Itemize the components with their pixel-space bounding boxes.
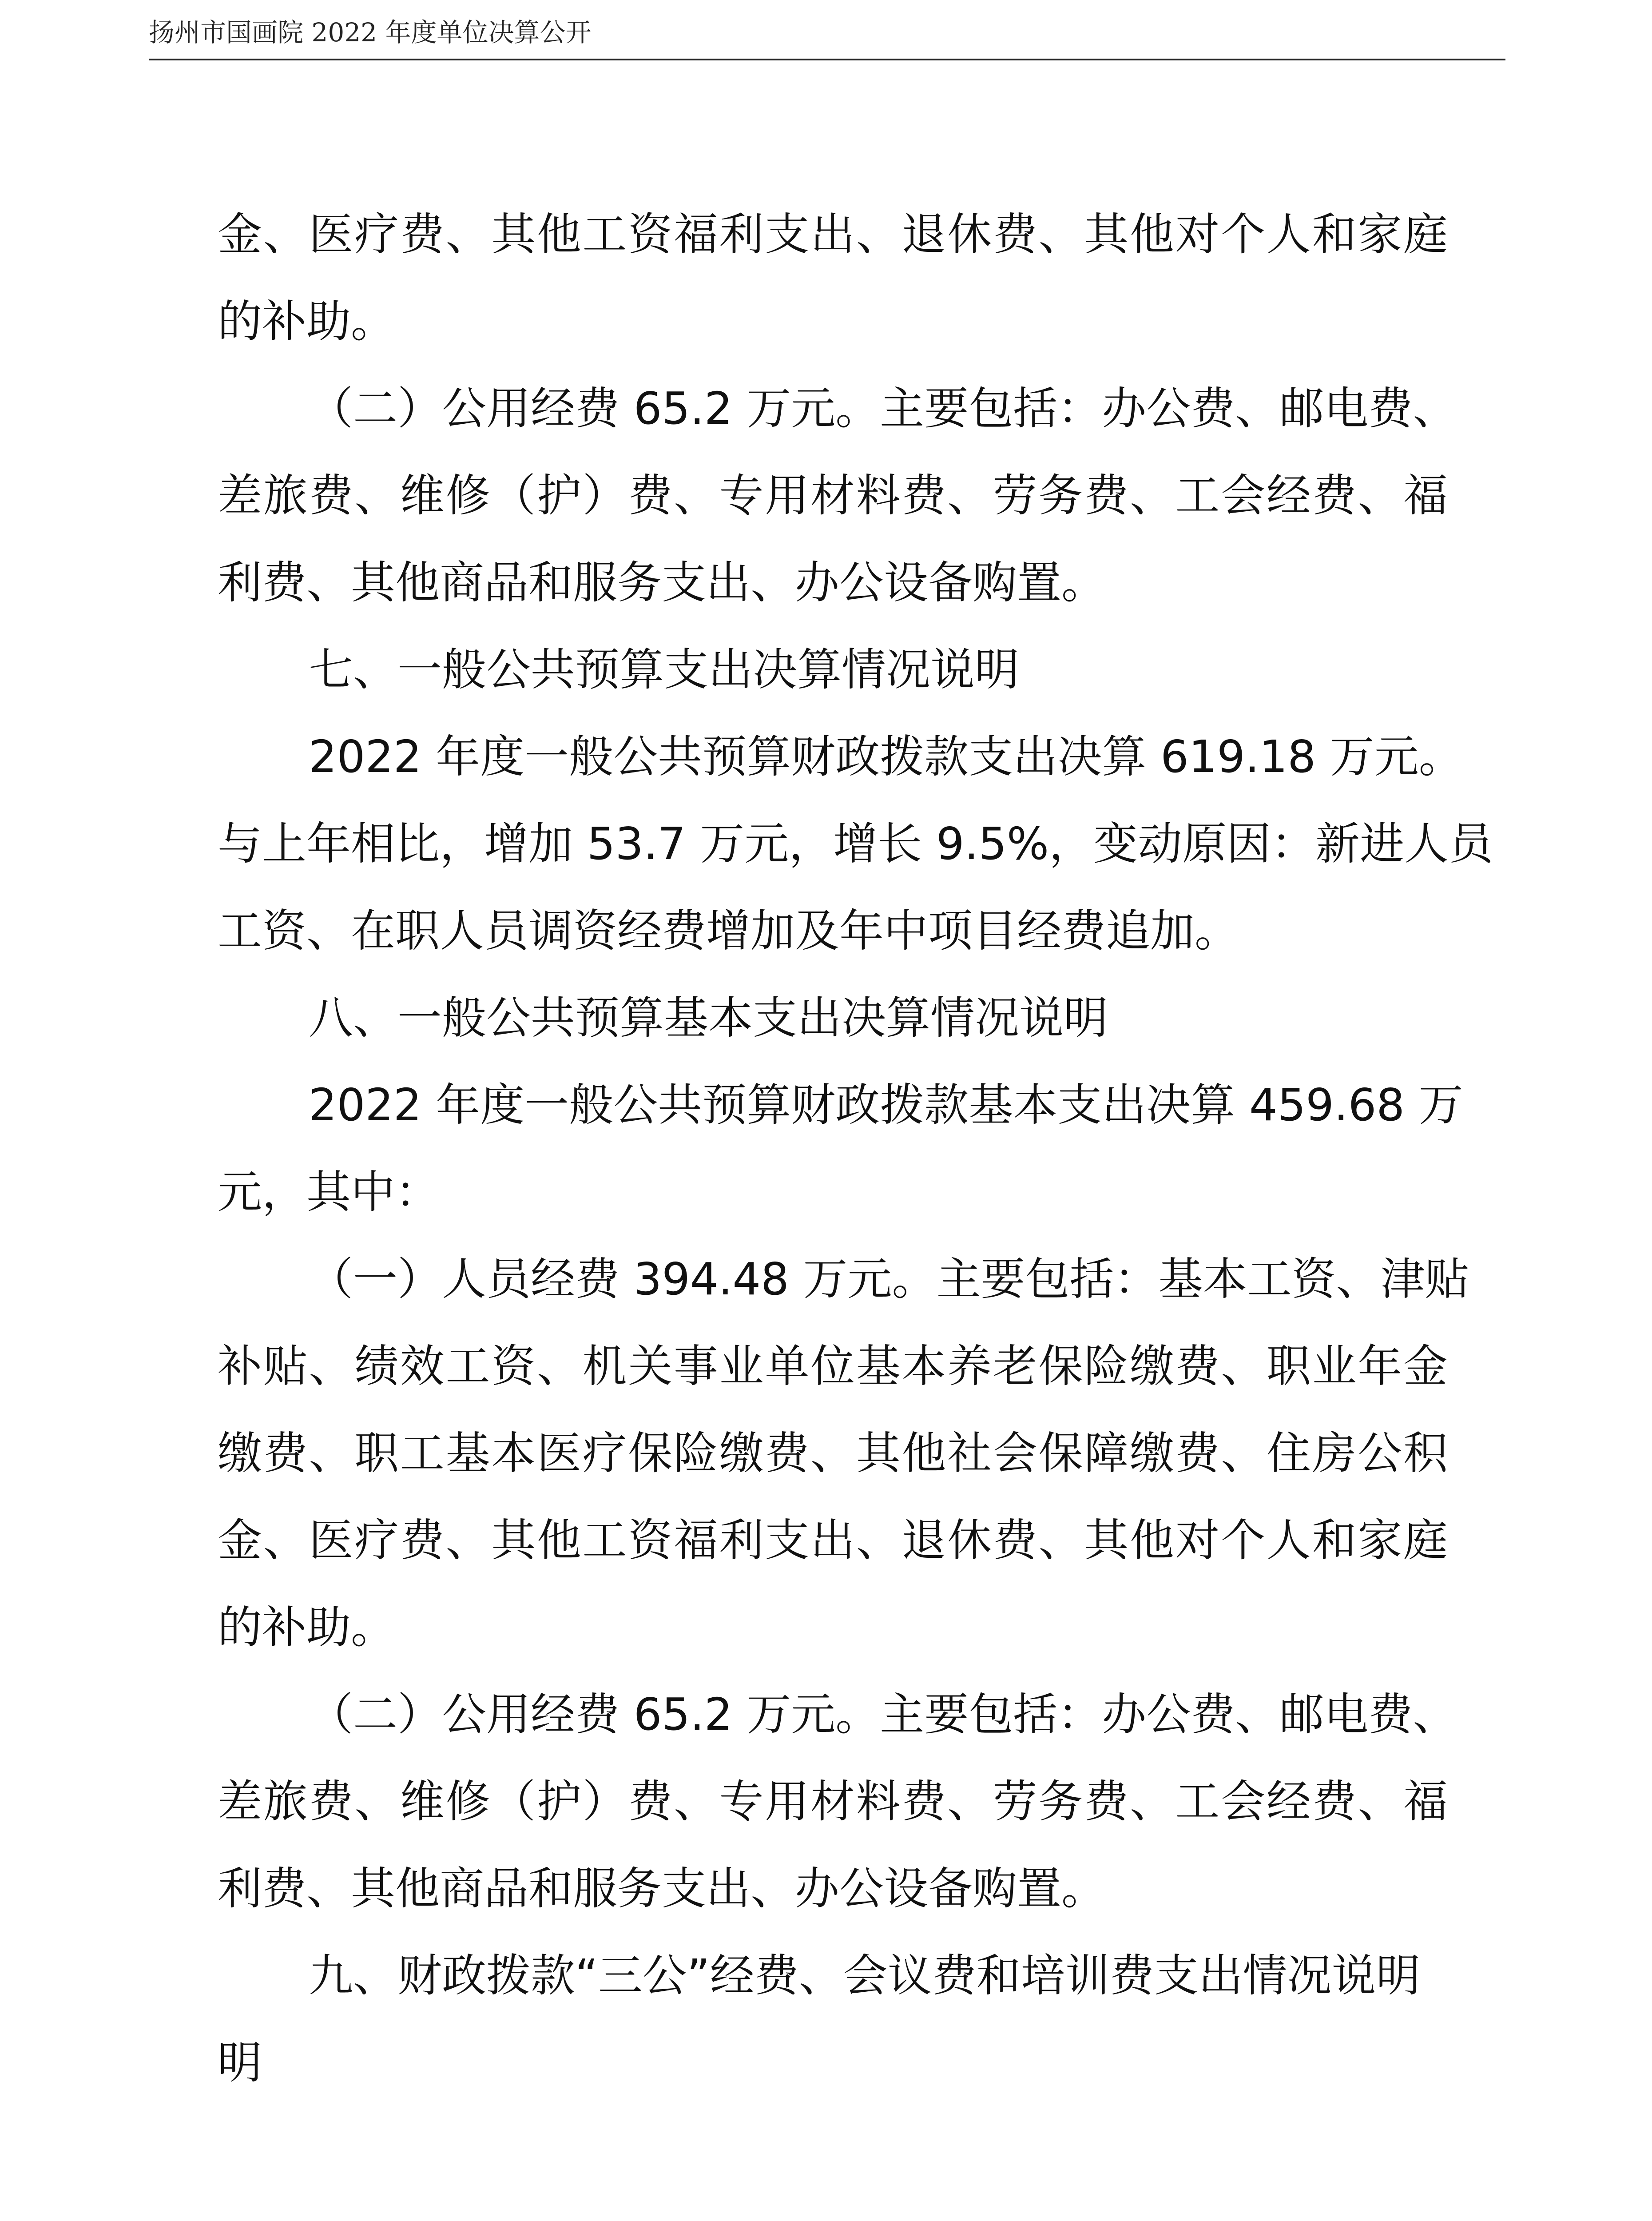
section-heading-9: 九、财政拨款“三公”经费、会议费和培训费支出情况说明 [309,1950,1421,2002]
body-line: （二）公用经费 65.2 万元。主要包括：办公费、邮电费、 [309,382,1457,434]
body-line: 金、医疗费、其他工资福利支出、退休费、其他对个人和家庭 [218,1514,1448,1566]
body-line: 缴费、职工基本医疗保险缴费、其他社会保障缴费、住房公积 [218,1427,1448,1479]
body-line: 金、医疗费、其他工资福利支出、退休费、其他对个人和家庭 [218,208,1448,260]
body-line: 工资、在职人员调资经费增加及年中项目经费追加。 [218,905,1239,957]
section-heading-7: 七、一般公共预算支出决算情况说明 [309,644,1019,696]
body-line: 的补助。 [218,295,395,347]
body-line: 的补助。 [218,1601,395,1653]
body-line: 2022 年度一般公共预算财政拨款支出决算 619.18 万元。 [309,731,1463,783]
running-header-title: 扬州市国画院 2022 年度单位决算公开 [149,17,592,48]
body-line: （一）人员经费 394.48 万元。主要包括：基本工资、津贴 [309,1253,1469,1305]
body-line: 补贴、绩效工资、机关事业单位基本养老保险缴费、职业年金 [218,1340,1448,1392]
section-heading-9-continued: 明 [218,2037,262,2089]
body-line: 利费、其他商品和服务支出、办公设备购置。 [218,557,1106,609]
header-divider [149,59,1505,60]
body-line: 差旅费、维修（护）费、专用材料费、劳务费、工会经费、福 [218,470,1448,521]
section-heading-8: 八、一般公共预算基本支出决算情况说明 [309,992,1108,1044]
body-line: 利费、其他商品和服务支出、办公设备购置。 [218,1863,1106,1915]
body-line: 元，其中： [218,1166,440,1218]
body-line: 差旅费、维修（护）费、专用材料费、劳务费、工会经费、福 [218,1775,1448,1827]
body-line: 2022 年度一般公共预算财政拨款基本支出决算 459.68 万 [309,1079,1463,1131]
body-line: 与上年相比，增加 53.7 万元，增长 9.5%，变动原因：新进人员 [218,818,1493,870]
body-line: （二）公用经费 65.2 万元。主要包括：办公费、邮电费、 [309,1688,1457,1740]
